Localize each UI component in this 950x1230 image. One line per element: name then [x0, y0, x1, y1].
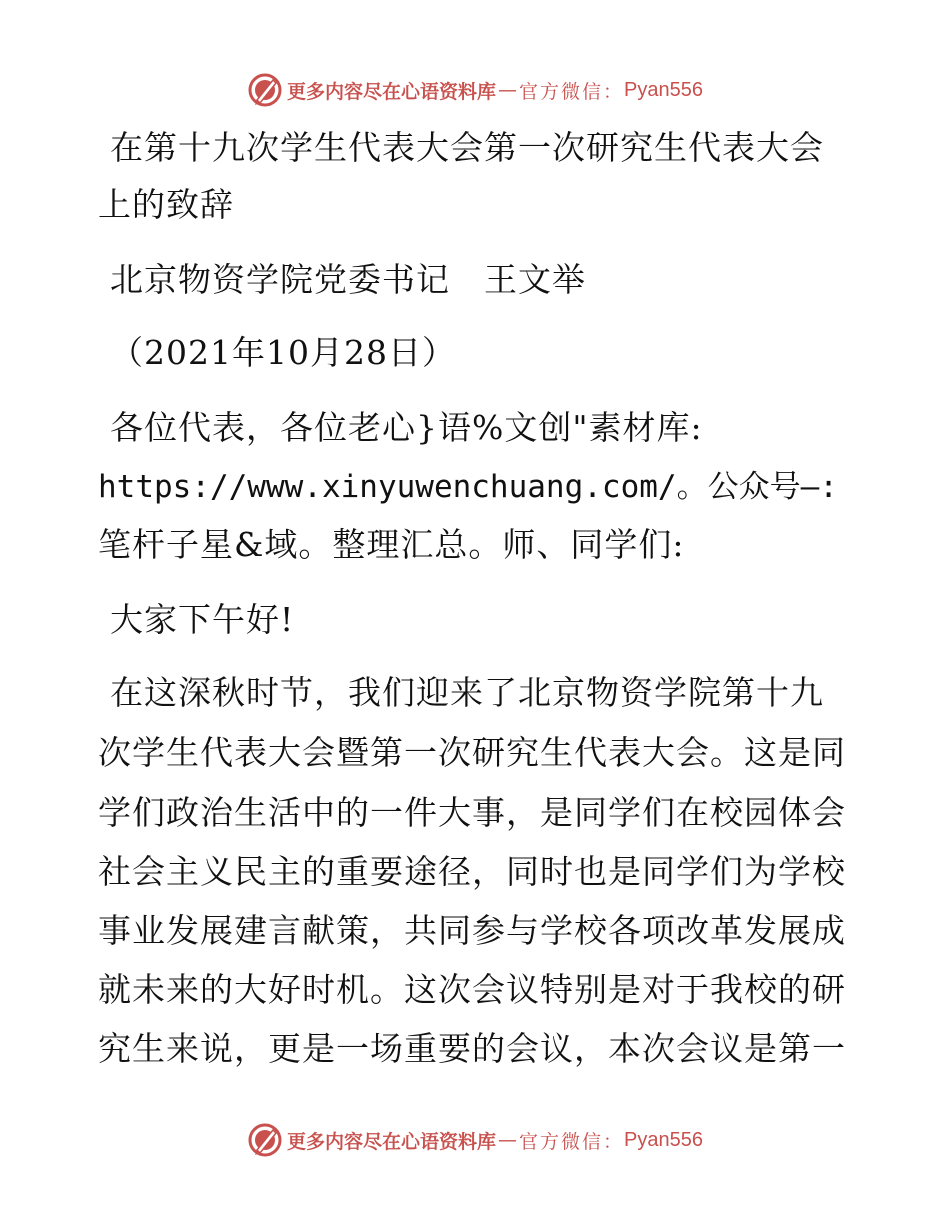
body-line: 事业发展建言献策，共同参与学校各项改革发展成 — [98, 911, 846, 950]
author-line: 北京物资学院党委书记 王文举 — [110, 260, 586, 299]
footer-watermark-banner — [0, 1120, 950, 1160]
banner-separator: — — [498, 79, 518, 101]
body-line: 究生来说，更是一场重要的会议，本次会议是第一 — [98, 1029, 846, 1068]
date-line: （2021年10月28日） — [110, 333, 456, 372]
body-line: 次学生代表大会暨第一次研究生代表大会。这是同 — [98, 733, 846, 772]
banner-text: 更多内容尽在心语资料库 — [287, 1130, 497, 1153]
body-line: 学们政治生活中的一件大事，是同学们在校园体会 — [98, 793, 846, 832]
salutation-line-1: 各位代表，各位老心}语%文创"素材库: — [110, 408, 703, 447]
pen-logo-icon — [247, 72, 283, 108]
banner-wechat-id: Pyan556 — [624, 1128, 703, 1151]
banner-separator: — — [498, 1129, 518, 1151]
banner-wechat-id: Pyan556 — [624, 78, 703, 101]
body-line: 在这深秋时节，我们迎来了北京物资学院第十九 — [110, 673, 824, 712]
title-line-1: 在第十九次学生代表大会第一次研究生代表大会 — [110, 128, 824, 167]
title-line-2: 上的致辞 — [98, 185, 234, 224]
body-line: 就未来的大好时机。这次会议特别是对于我校的研 — [98, 970, 846, 1009]
greeting-line: 大家下午好! — [110, 600, 295, 639]
banner-wechat-label: 官方微信： — [519, 1130, 625, 1153]
salutation-line-3: 笔杆子星&域。整理汇总。师、同学们: — [98, 525, 685, 564]
salutation-line-2: https://www.xinyuwenchuang.com/。公众号—: — [98, 469, 838, 505]
banner-text: 更多内容尽在心语资料库 — [287, 80, 497, 103]
body-line: 社会主义民主的重要途径，同时也是同学们为学校 — [98, 852, 846, 891]
header-watermark-banner — [0, 70, 950, 110]
banner-wechat-label: 官方微信： — [519, 80, 625, 103]
pen-logo-icon — [247, 1122, 283, 1158]
